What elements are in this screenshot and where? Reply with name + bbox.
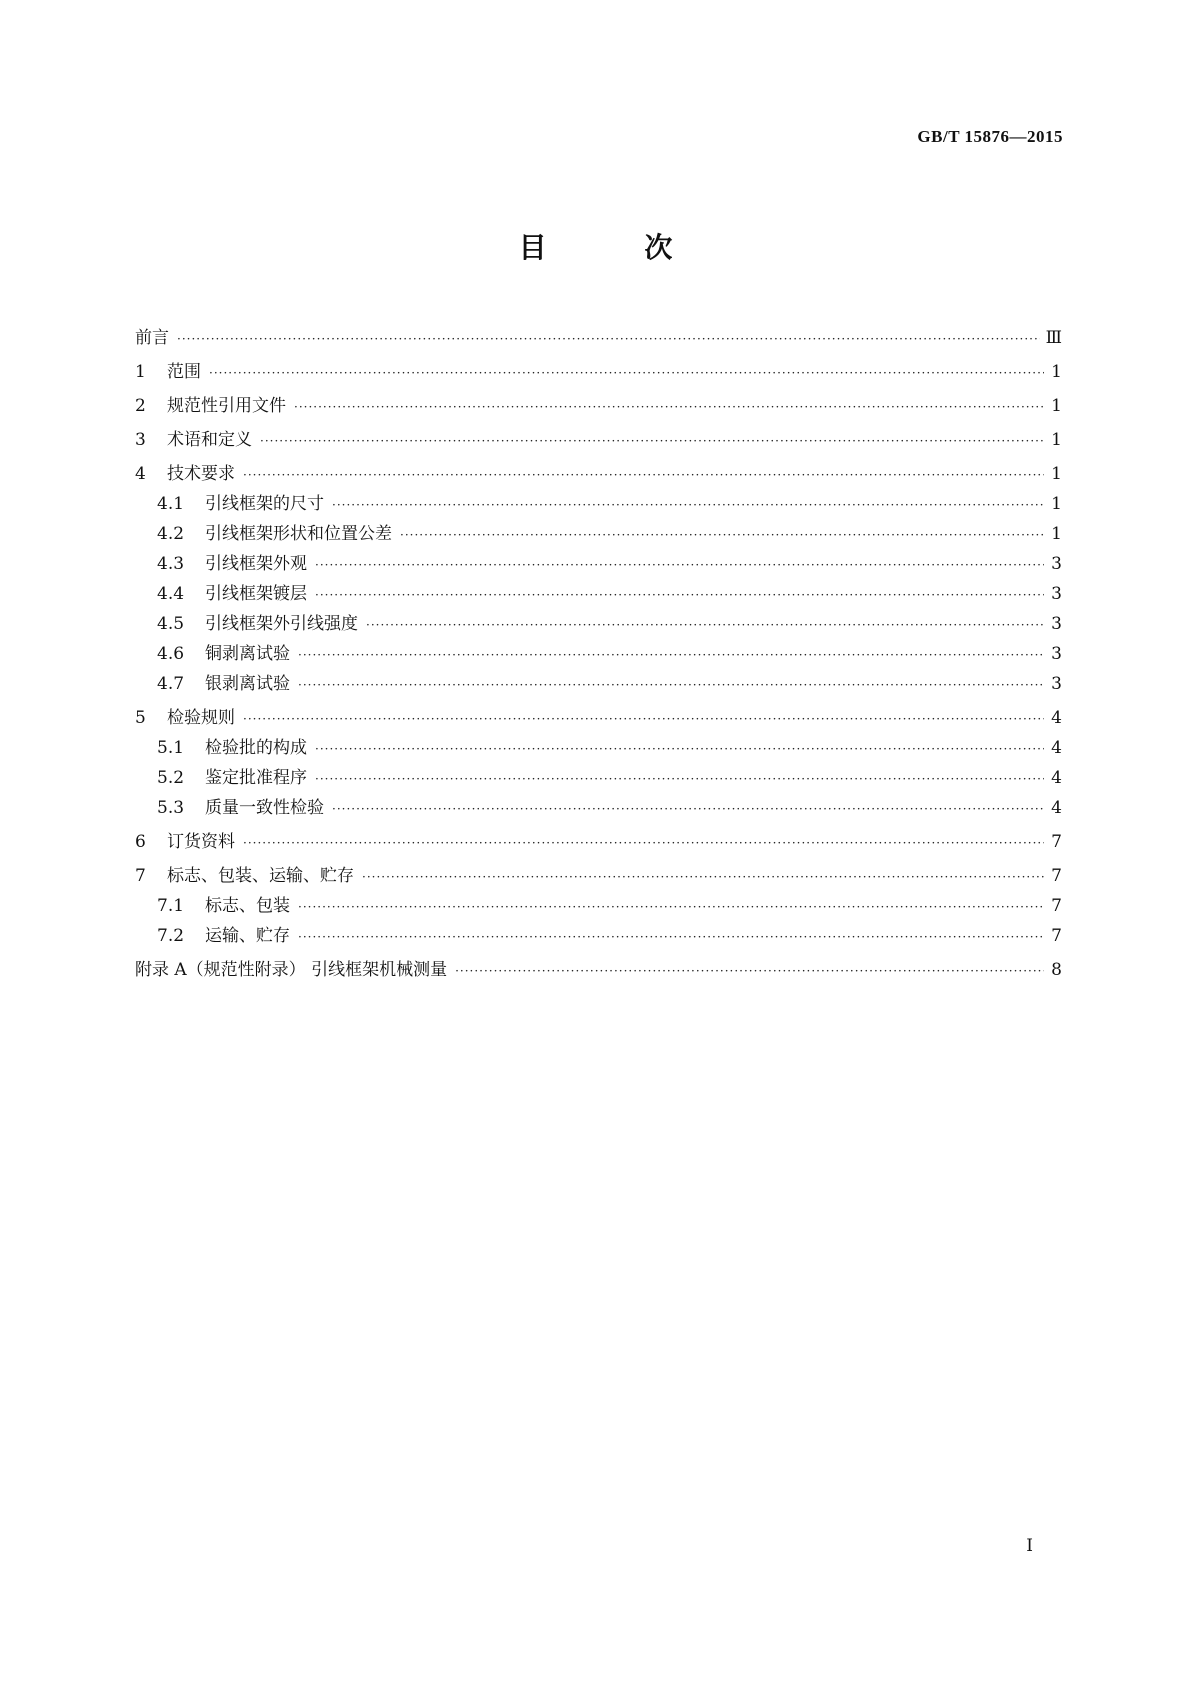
toc-entry-page: 7	[1051, 896, 1062, 916]
toc-entry-page: 4	[1051, 708, 1062, 728]
toc-entry-page: 3	[1051, 644, 1062, 664]
toc-entry-number: 5.1	[157, 738, 185, 758]
toc-entry-5[interactable]	[135, 706, 1062, 730]
toc-entry-label: 运输、贮存	[205, 926, 290, 946]
toc-entry-4-1[interactable]	[157, 492, 1062, 516]
toc-leader	[315, 737, 1044, 761]
toc-entry-4-2[interactable]	[157, 522, 1062, 546]
toc-entry-page: 4	[1051, 768, 1062, 788]
toc-entry-page: 1	[1051, 494, 1062, 514]
toc-leader	[455, 959, 1044, 983]
toc-entry-page: Ⅲ	[1045, 328, 1062, 348]
toc-entry-label: 引线框架的尺寸	[205, 494, 324, 514]
toc-entry-2[interactable]	[135, 394, 1062, 418]
toc-leader	[260, 429, 1044, 453]
toc-entry-page: 3	[1051, 614, 1062, 634]
toc-entry-number: 2	[135, 396, 146, 416]
toc-entry-label: 检验规则	[167, 708, 235, 728]
toc-leader	[298, 895, 1044, 919]
toc-entry-number: 5.2	[157, 768, 185, 788]
toc-entry-number: 4	[135, 464, 146, 484]
toc-leader	[243, 831, 1044, 855]
toc-entry-4-4[interactable]	[157, 582, 1062, 606]
toc-entry-label: 银剥离试验	[205, 674, 290, 694]
toc-entry-label: 鉴定批准程序	[205, 768, 307, 788]
toc-entry-4-5[interactable]	[157, 612, 1062, 636]
toc-entry-number: 4.5	[157, 614, 185, 634]
toc-entry-page: 1	[1051, 396, 1062, 416]
toc-entry-4-6[interactable]	[157, 642, 1062, 666]
toc-leader	[332, 493, 1044, 517]
toc-entry-number: 6	[135, 832, 146, 852]
toc-leader	[366, 613, 1044, 637]
toc-entry-page: 3	[1051, 674, 1062, 694]
toc-entry-4[interactable]	[135, 462, 1062, 486]
toc-entry-appendix-a[interactable]	[135, 958, 1062, 982]
toc-entry-number: 4.1	[157, 494, 185, 514]
toc-leader	[315, 553, 1044, 577]
toc-entry-label: 附录 A（规范性附录） 引线框架机械测量	[135, 960, 448, 980]
toc-entry-label: 标志、包装	[205, 896, 290, 916]
toc-entry-7[interactable]	[135, 864, 1062, 888]
toc-entry-number: 3	[135, 430, 146, 450]
toc-entry-7-2[interactable]	[157, 924, 1062, 948]
toc-entry-label: 前言	[135, 328, 169, 348]
toc-entry-label: 铜剥离试验	[205, 644, 290, 664]
toc-entry-label: 标志、包装、运输、贮存	[167, 866, 354, 886]
toc-entry-page: 1	[1051, 430, 1062, 450]
toc-entry-5-1[interactable]	[157, 736, 1062, 760]
toc-entry-number: 4.3	[157, 554, 185, 574]
toc-entry-number: 4.2	[157, 524, 185, 544]
toc-leader	[315, 583, 1044, 607]
toc-entry-label: 质量一致性检验	[205, 798, 324, 818]
toc-entry-5-2[interactable]	[157, 766, 1062, 790]
toc-entry-page: 7	[1051, 926, 1062, 946]
standard-code: GB/T 15876—2015	[917, 127, 1063, 146]
toc-leader	[362, 865, 1044, 889]
toc-entry-page: 1	[1051, 524, 1062, 544]
toc-entry-3[interactable]	[135, 428, 1062, 452]
toc-entry-number: 7.1	[157, 896, 185, 916]
toc-entry-page: 7	[1051, 866, 1062, 886]
toc-entry-5-3[interactable]	[157, 796, 1062, 820]
toc-entry-4-3[interactable]	[157, 552, 1062, 576]
toc-entry-page: 7	[1051, 832, 1062, 852]
toc-entry-number: 7.2	[157, 926, 185, 946]
toc-entry-page: 8	[1051, 960, 1062, 980]
toc-leader	[400, 523, 1044, 547]
toc-entry-number: 4.7	[157, 674, 185, 694]
toc-entry-number: 4.6	[157, 644, 185, 664]
toc-title: 目 次	[518, 231, 717, 264]
toc-entry-foreword[interactable]	[135, 326, 1062, 350]
toc-entry-number: 5	[135, 708, 146, 728]
toc-leader	[298, 643, 1044, 667]
page-number: I	[1026, 1536, 1033, 1556]
toc-entry-number: 5.3	[157, 798, 185, 818]
toc-leader	[177, 327, 1040, 351]
toc-leader	[243, 463, 1044, 487]
toc-entry-page: 1	[1051, 464, 1062, 484]
toc-entry-page: 4	[1051, 738, 1062, 758]
toc-entry-label: 术语和定义	[167, 430, 252, 450]
toc-leader	[332, 797, 1044, 821]
toc-entry-label: 引线框架外观	[205, 554, 307, 574]
toc-entry-label: 规范性引用文件	[167, 396, 286, 416]
toc-entry-1[interactable]	[135, 360, 1062, 384]
toc-entry-label: 引线框架镀层	[205, 584, 307, 604]
toc-leader	[315, 767, 1044, 791]
toc-entry-page: 4	[1051, 798, 1062, 818]
toc-entry-number: 4.4	[157, 584, 185, 604]
toc-entry-page: 3	[1051, 584, 1062, 604]
toc-entry-page: 3	[1051, 554, 1062, 574]
toc-entry-page: 1	[1051, 362, 1062, 382]
toc-entry-4-7[interactable]	[157, 672, 1062, 696]
toc-leader	[209, 361, 1044, 385]
toc-entry-number: 7	[135, 866, 146, 886]
toc-entry-label: 引线框架形状和位置公差	[205, 524, 392, 544]
toc-leader	[298, 673, 1044, 697]
toc-entry-7-1[interactable]	[157, 894, 1062, 918]
toc-entry-number: 1	[135, 362, 146, 382]
toc-entry-label: 检验批的构成	[205, 738, 307, 758]
toc-leader	[243, 707, 1044, 731]
toc-entry-label: 订货资料	[167, 832, 235, 852]
toc-entry-label: 范围	[167, 362, 201, 382]
toc-leader	[298, 925, 1044, 949]
toc-entry-label: 技术要求	[167, 464, 235, 484]
toc-entry-6[interactable]	[135, 830, 1062, 854]
toc-entry-label: 引线框架外引线强度	[205, 614, 358, 634]
toc-leader	[294, 395, 1044, 419]
